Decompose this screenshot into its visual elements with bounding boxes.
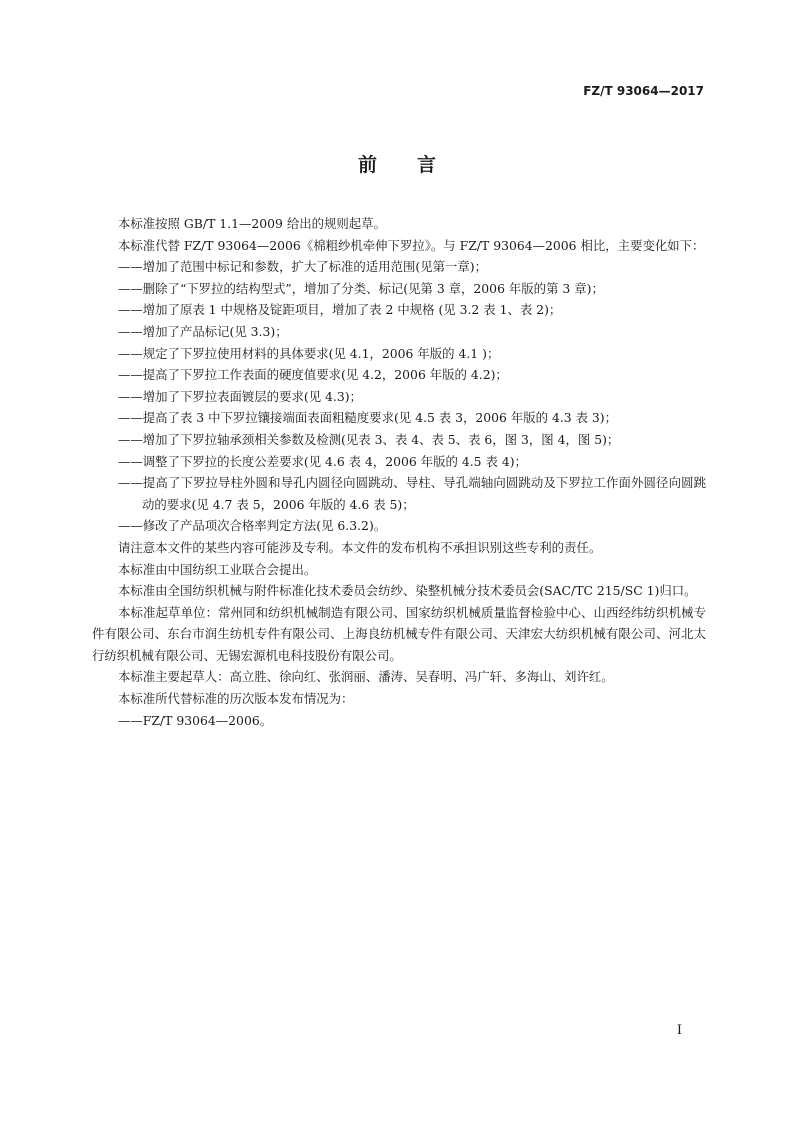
change-item: ——修改了产品项次合格率判定方法(见 6.3.2)。	[118, 518, 387, 534]
change-item: ——增加了下罗拉表面镀层的要求(见 4.3)；	[118, 388, 362, 404]
change-item: ——增加了原表 1 中规格及锭距项目，增加了表 2 中规格 (见 3.2 表 1、表 2)；	[118, 302, 562, 318]
change-item: ——增加了下罗拉轴承颈相关参数及检测(见表 3、表 4、表 5、表 6，图 3，图 4，图 5)；	[118, 431, 620, 447]
paragraph: 本标准主要起草人：高立胜、徐向红、张润丽、潘涛、吴春明、冯广轩、多海山、刘许红。	[118, 669, 614, 685]
paragraph: 本标准由中国纺织工业联合会提出。	[118, 561, 317, 577]
paragraph: 本标准代替 FZ/T 93064—2006《棉粗纱机牵伸下罗拉》。与 FZ/T 93064—2006 相比，主要变化如下：	[118, 237, 705, 253]
page-number: I	[676, 1023, 682, 1038]
change-item: ——增加了范围中标记和参数，扩大了标准的适用范围(见第一章)；	[118, 259, 487, 275]
change-item: ——规定了下罗拉使用材料的具体要求(见 4.1，2006 年版的 4.1 )；	[118, 345, 500, 361]
change-item: ——增加了产品标记(见 3.3)；	[118, 323, 288, 339]
change-item: ——调整了下罗拉的长度公差要求(见 4.6 表 4，2006 年版的 4.5 表 4)；	[118, 453, 527, 469]
paragraph: 本标准按照 GB/T 1.1—2009 给出的规则起草。	[118, 216, 386, 231]
change-item: ——提高了下罗拉工作表面的硬度值要求(见 4.2，2006 年版的 4.2)；	[118, 367, 508, 383]
paragraph: 本标准由全国纺织机械与附件标准化技术委员会纺纱、染整机械分技术委员会(SAC/TC 215/SC 1)归口。	[118, 583, 697, 599]
paragraph: 本标准起草单位：常州同和纺织机械制造有限公司、国家纺织机械质量监督检验中心、山西经纬纺织机械专件有限公司、东台市润生纺机专件有限公司、上海良纺机械专件有限公司、天津宏大纺织机械有限公司、河北太行纺织机械有限公司、无锡宏源机电科技股份有限公司。	[92, 604, 706, 663]
change-item: ——提高了下罗拉导柱外圆和导孔内圆径向圆跳动、导柱、导孔端轴向圆跳动及下罗拉工作面外圆径向圆跳动的要求(见 4.7 表 5，2006 年版的 4.6 表 5)；	[118, 475, 706, 512]
history-item: ——FZ/T 93064—2006。	[118, 712, 273, 728]
standard-code: FZ/T 93064—2017	[583, 84, 704, 98]
change-item: ——提高了表 3 中下罗拉镶接端面表面粗糙度要求(见 4.5 表 3，2006 年版的 4.3 表 3)；	[118, 410, 618, 426]
change-item: ——删除了“下罗拉的结构型式”，增加了分类、标记(见第 3 章，2006 年版的第 3 章)；	[118, 280, 604, 296]
page-title: 前言	[357, 154, 476, 176]
paragraph: 请注意本文件的某些内容可能涉及专利。本文件的发布机构不承担识别这些专利的责任。	[118, 539, 602, 555]
foreword-body	[92, 213, 706, 731]
paragraph: 本标准所代替标准的历次版本发布情况为：	[118, 691, 354, 707]
